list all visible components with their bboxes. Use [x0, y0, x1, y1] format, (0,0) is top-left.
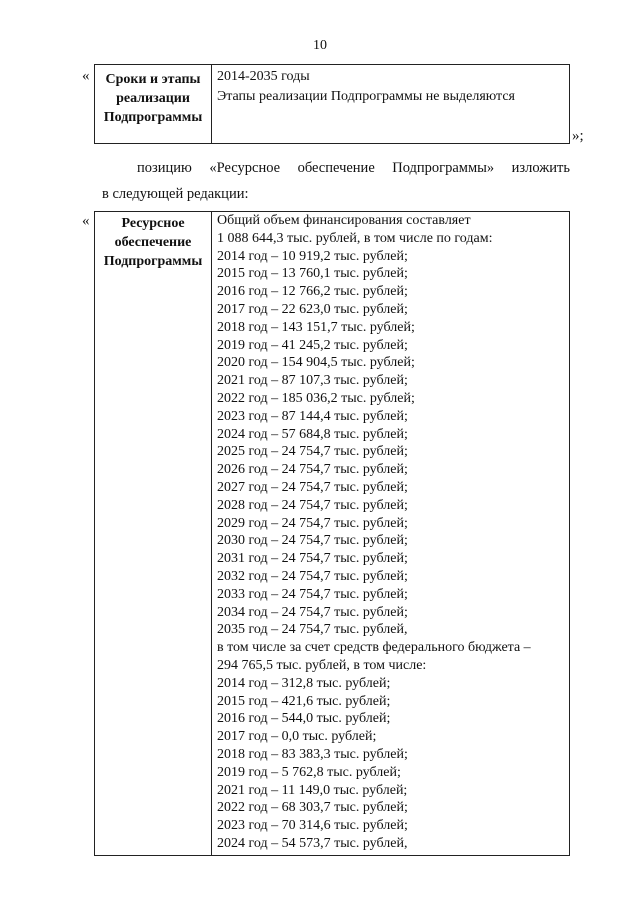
schedule-label-line: Подпрограммы [103, 110, 203, 125]
funding-line: 2033 год – 24 754,7 тыс. рублей; [217, 586, 408, 602]
funding-line: 2021 год – 87 107,3 тыс. рублей; [217, 373, 408, 389]
schedule-content-cell [212, 65, 570, 144]
paragraph-word: «Ресурсное [209, 160, 281, 176]
funding-line: 2019 год – 41 245,2 тыс. рублей; [217, 337, 408, 353]
funding-line: 2034 год – 24 754,7 тыс. рублей; [217, 604, 408, 620]
instruction-paragraph-line-2: в следующей редакции: [102, 186, 249, 202]
funding-label-line: Подпрограммы [103, 254, 203, 269]
funding-line: 2019 год – 5 762,8 тыс. рублей; [217, 764, 401, 780]
funding-line: 2021 год – 11 149,0 тыс. рублей; [217, 782, 408, 798]
funding-line: 2026 год – 24 754,7 тыс. рублей; [217, 462, 408, 478]
funding-line: 2024 год – 57 684,8 тыс. рублей; [217, 426, 408, 442]
closing-quote-1: »; [572, 128, 584, 144]
schedule-label-cell [95, 65, 212, 144]
instruction-paragraph-line-1 [137, 160, 570, 177]
funding-line: 1 088 644,3 тыс. рублей, в том числе по годам: [217, 230, 493, 246]
funding-table [94, 211, 570, 856]
opening-quote-1: « [82, 68, 90, 84]
funding-line: 2015 год – 13 760,1 тыс. рублей; [217, 266, 408, 282]
funding-line: 2016 год – 12 766,2 тыс. рублей; [217, 284, 408, 300]
funding-line: 2015 год – 421,6 тыс. рублей; [217, 693, 391, 709]
funding-label-line: Ресурсное [121, 216, 185, 231]
funding-line: 2016 год – 544,0 тыс. рублей; [217, 711, 391, 727]
page-number: 10 [313, 38, 327, 53]
paragraph-word: изложить [511, 160, 570, 176]
funding-line: 2022 год – 185 036,2 тыс. рублей; [217, 390, 415, 406]
funding-line: 294 765,5 тыс. рублей, в том числе: [217, 657, 427, 673]
funding-label-cell [95, 212, 212, 856]
funding-line: 2028 год – 24 754,7 тыс. рублей; [217, 497, 408, 513]
funding-line: Общий объем финансирования составляет [217, 213, 471, 228]
funding-content-cell [212, 212, 570, 856]
funding-line: 2022 год – 68 303,7 тыс. рублей; [217, 800, 408, 816]
funding-line: 2020 год – 154 904,5 тыс. рублей; [217, 355, 415, 371]
schedule-line: Этапы реализации Подпрограммы не выделяются [217, 89, 515, 104]
funding-line: 2017 год – 0,0 тыс. рублей; [217, 729, 377, 745]
funding-label-line: обеспечение [114, 235, 192, 250]
funding-line: 2014 год – 312,8 тыс. рублей; [217, 675, 391, 691]
schedule-label-line: Сроки и этапы [105, 72, 201, 87]
paragraph-word: обеспечение [297, 160, 375, 176]
funding-line: 2035 год – 24 754,7 тыс. рублей, [217, 622, 408, 638]
funding-line: 2018 год – 143 151,7 тыс. рублей; [217, 319, 415, 335]
opening-quote-2: « [82, 213, 90, 229]
funding-line: 2023 год – 87 144,4 тыс. рублей; [217, 408, 408, 424]
funding-line: 2018 год – 83 383,3 тыс. рублей; [217, 746, 408, 762]
funding-line: 2023 год – 70 314,6 тыс. рублей; [217, 818, 408, 834]
schedule-line: 2014-2035 годы [217, 69, 310, 84]
paragraph-word: позицию [137, 160, 192, 176]
funding-line: 2017 год – 22 623,0 тыс. рублей; [217, 301, 408, 317]
funding-line: в том числе за счет средств федерального бюджета – [217, 640, 531, 656]
funding-line: 2032 год – 24 754,7 тыс. рублей; [217, 568, 408, 584]
paragraph-word: Подпрограммы» [392, 160, 495, 176]
schedule-label-line: реализации [116, 91, 190, 106]
funding-line: 2031 год – 24 754,7 тыс. рублей; [217, 551, 408, 567]
funding-line: 2027 год – 24 754,7 тыс. рублей; [217, 479, 408, 495]
funding-line: 2024 год – 54 573,7 тыс. рублей, [217, 835, 408, 851]
funding-line: 2014 год – 10 919,2 тыс. рублей; [217, 248, 408, 264]
funding-line: 2029 год – 24 754,7 тыс. рублей; [217, 515, 408, 531]
schedule-table [94, 64, 570, 144]
funding-line: 2030 год – 24 754,7 тыс. рублей; [217, 533, 408, 549]
funding-line: 2025 год – 24 754,7 тыс. рублей; [217, 444, 408, 460]
